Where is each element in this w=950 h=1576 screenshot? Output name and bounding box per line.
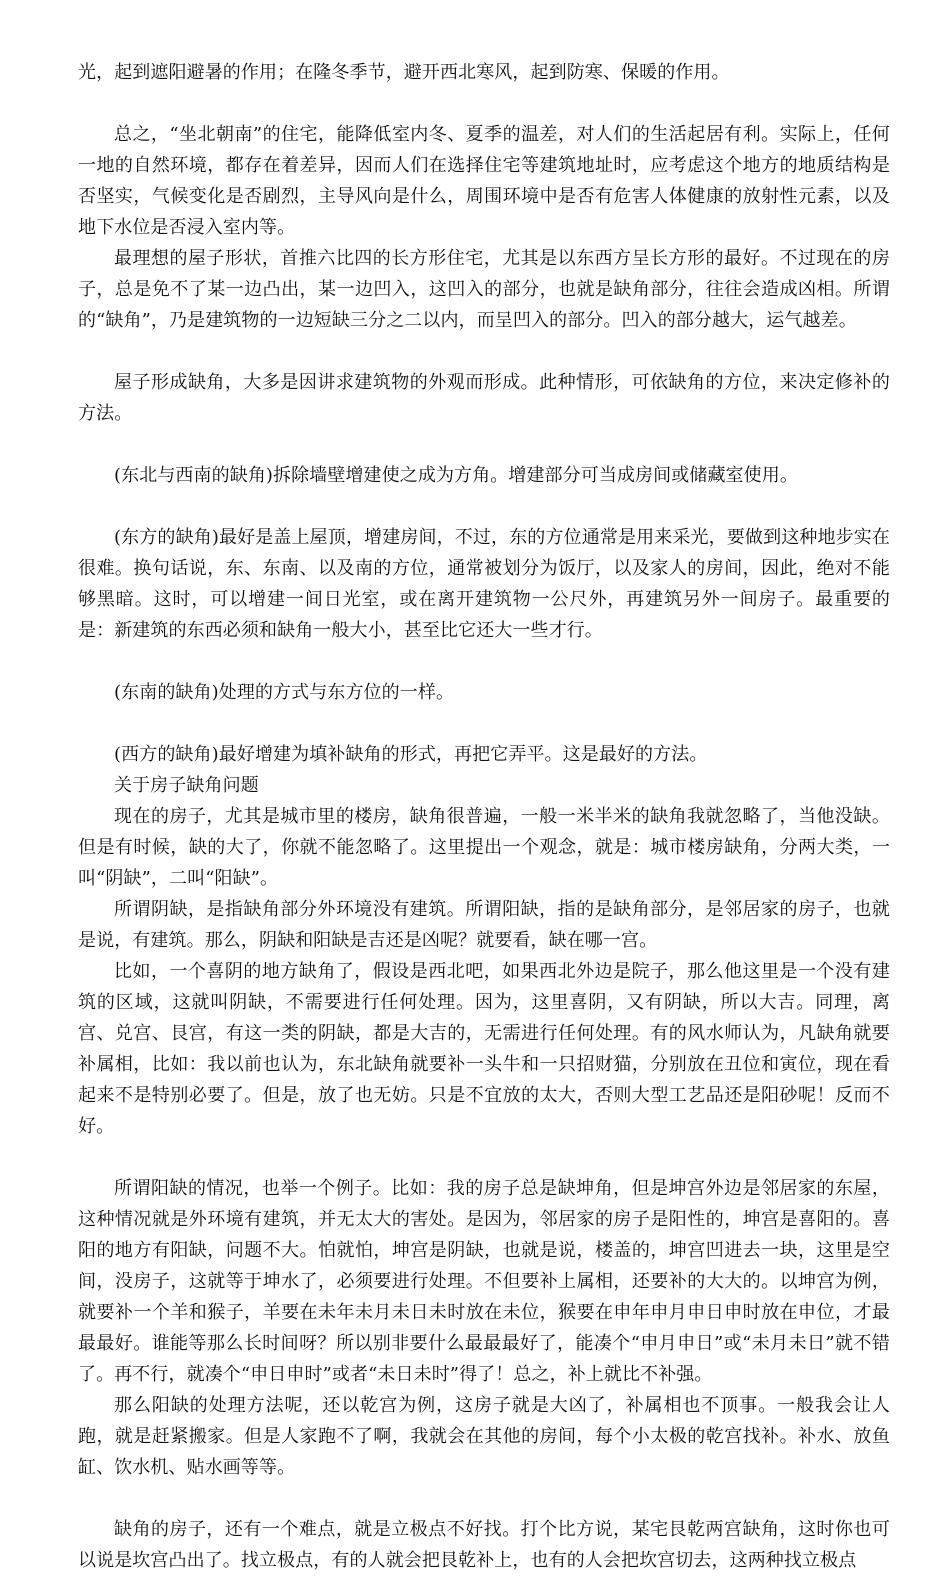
paragraph-gap — [78, 88, 890, 119]
paragraph-gap — [78, 708, 890, 739]
paragraph-gap — [78, 1142, 890, 1173]
paragraph-summary: 总之，“坐北朝南”的住宅，能降低室内冬、夏季的温差，对人们的生活起居有利。实际上，任何一地的自然环境，都存在着差异，因而人们在选择住宅等建筑地址时，应考虑这个地方的地质结构是否坚实，气候变化是否剧烈，主导风向是什么，周围环境中是否有危害人体健康的放射性元素，以及地下水位是否浸入室内等。 — [78, 124, 890, 238]
paragraph-yin-example: 比如，一个喜阴的地方缺角了，假设是西北吧，如果西北外边是院子，那么他这里是一个没有建筑的区域，这就叫阴缺，不需要进行任何处理。因为，这里喜阴，又有阴缺，所以大吉。同理，离宫、兑宫、艮宫，有这一类的阴缺，都是大吉的，无需进行任何处理。有的风水师认为，凡缺角就要补属相，比如：我以前也认为，东北缺角就要补一头牛和一只招财猫，分别放在丑位和寅位，现在看起来不是特别必要了。但是，放了也无妨。只是不宜放的太大，否则大型工艺品还是阳砂呢！反而不好。 — [78, 961, 890, 1137]
paragraph-center-point: 缺角的房子，还有一个难点，就是立极点不好找。打个比方说，某宅艮乾两宫缺角，这时你也可以说是坎宫凸出了。找立极点，有的人就会把艮乾补上，也有的人会把坎宫切去，这两种找立极点 — [78, 1519, 890, 1571]
paragraph-southeast: (东南的缺角)处理的方式与东方位的一样。 — [114, 682, 455, 703]
paragraph-gap — [78, 336, 890, 367]
paragraph-city-buildings: 现在的房子，尤其是城市里的楼房，缺角很普遍，一般一米半米的缺角我就忽略了，当他没缺。但是有时候，缺的大了，你就不能忽略了。这里提出一个观念，就是：城市楼房缺角，分两大类，一叫“阴缺”，二叫“阳缺”。 — [78, 806, 890, 889]
paragraph-yang-example: 所谓阳缺的情况，也举一个例子。比如：我的房子总是缺坤角，但是坤宫外边是邻居家的东屋，这种情况就是外环境有建筑，并无太大的害处。是因为，邻居家的房子是阳性的，坤宫是喜阳的。喜阳的地方有阳缺，问题不大。怕就怕，坤宫是阴缺，也就是说，楼盖的，坤宫凹进去一块，这里是空间，没房子，这就等于坤水了，必须要进行处理。不但要补上属相，还要补的大大的。以坤宫为例，就要补一个羊和猴子，羊要在未年未月未日未时放在未位，猴要在申年申月申日申时放在申位，才最最最好。谁能等那么长时间呀？所以别非要什么最最最好了，能凑个“申月申日”或“未月未日”就不错了。再不行，就凑个“申日申时”或者“未日未时”得了！总之，补上就比不补强。 — [78, 1178, 890, 1385]
paragraph-sunshade: 光，起到遮阳避暑的作用；在隆冬季节，避开西北寒风，起到防寒、保暖的作用。 — [78, 62, 730, 83]
section-heading: 关于房子缺角问题 — [114, 775, 259, 796]
paragraph-northeast-southwest: (东北与西南的缺角)拆除墙壁增建使之成为方角。增建部分可当成房间或储藏室使用。 — [114, 465, 798, 486]
paragraph-gap — [78, 646, 890, 677]
paragraph-west: (西方的缺角)最好增建为填补缺角的形式，再把它弄平。这是最好的方法。 — [114, 744, 708, 765]
paragraph-yin-yang-definition: 所谓阴缺，是指缺角部分外环境没有建筑。所谓阳缺，指的是缺角部分，是邻居家的房子，也就是说，有建筑。那么，阴缺和阳缺是吉还是凶呢？就要看，缺在哪一宫。 — [78, 899, 890, 951]
paragraph-gap — [78, 1483, 890, 1514]
paragraph-missing-corner-cause: 屋子形成缺角，大多是因讲求建筑物的外观而形成。此种情形，可依缺角的方位，来决定修补的方法。 — [78, 372, 890, 424]
paragraph-east: (东方的缺角)最好是盖上屋顶，增建房间，不过，东的方位通常是用来采光，要做到这种地步实在很难。换句话说，东、东南、以及南的方位，通常被划分为饭厅，以及家人的房间，因此，绝对不能够黑暗。这时，可以增建一间日光室，或在离开建筑物一公尺外，再建筑另外一间房子。最重要的是：新建筑的东西必须和缺角一般大小，甚至比它还大一些才行。 — [78, 527, 890, 641]
paragraph-gap — [78, 491, 890, 522]
paragraph-ideal-shape: 最理想的屋子形状，首推六比四的长方形住宅，尤其是以东西方呈长方形的最好。不过现在的房子，总是免不了某一边凸出，某一边凹入，这凹入的部分，也就是缺角部分，往往会造成凶相。所谓的“缺角”，乃是建筑物的一边短缺三分之二以内，而呈凹入的部分。凹入的部分越大，运气越差。 — [78, 248, 890, 331]
document-body — [78, 57, 890, 1576]
paragraph-gap — [78, 429, 890, 460]
paragraph-yang-remedy: 那么阳缺的处理方法呢，还以乾宫为例，这房子就是大凶了，补属相也不顶事。一般我会让人跑，就是赶紧搬家。但是人家跑不了啊，我就会在其他的房间，每个小太极的乾宫找补。补水、放鱼缸、饮水机、贴水画等等。 — [78, 1395, 890, 1478]
